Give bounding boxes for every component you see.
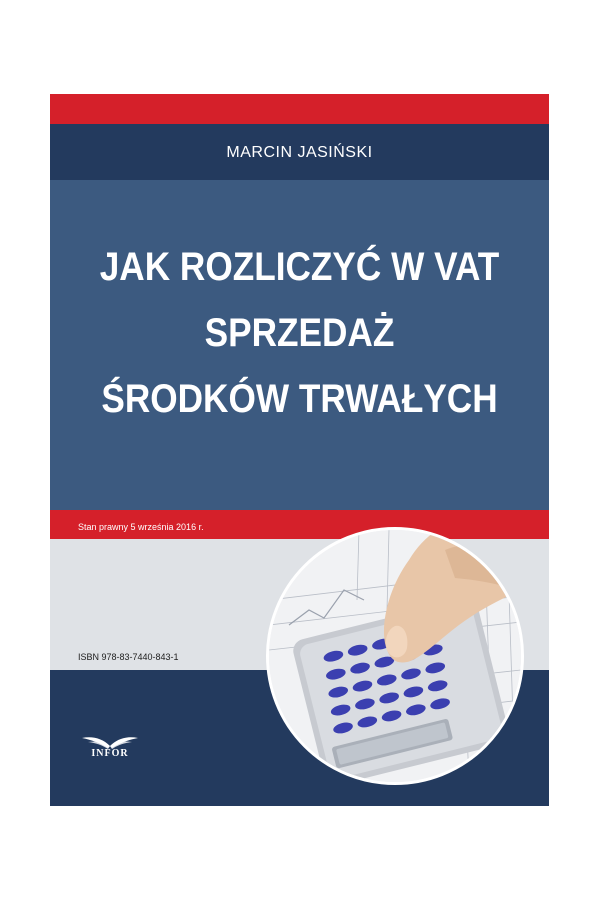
- author-name: MARCIN JASIŃSKI: [226, 144, 373, 161]
- isbn-text: ISBN 978-83-7440-843-1: [78, 652, 179, 662]
- title-line-3: ŚRODKÓW TRWAŁYCH: [101, 377, 498, 421]
- top-red-band: [50, 94, 549, 124]
- title-line-1: JAK ROZLICZYĆ W VAT: [99, 245, 500, 289]
- publisher-logo: [80, 734, 140, 759]
- book-title: [80, 234, 519, 432]
- book-cover: [50, 94, 549, 806]
- title-line-2: SPRZEDAŻ: [204, 311, 395, 355]
- publisher-name: INFOR: [91, 748, 129, 759]
- calculator-illustration: [269, 530, 521, 782]
- calculator-photo: [266, 527, 524, 785]
- legal-status: Stan prawny 5 września 2016 r.: [78, 522, 204, 532]
